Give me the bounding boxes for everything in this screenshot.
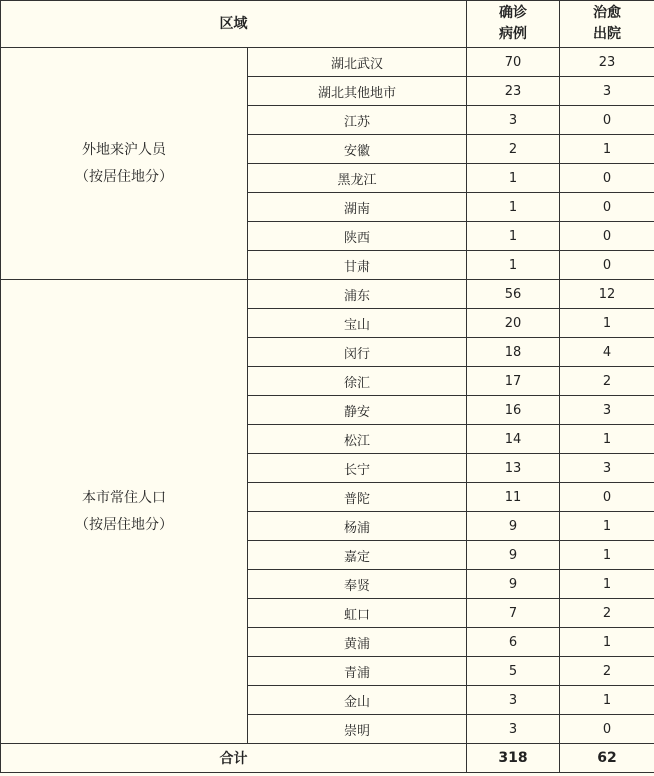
group-label-line1: 外地来沪人员: [82, 141, 166, 158]
confirmed-cell: 1: [467, 164, 560, 193]
discharged-cell: 1: [560, 425, 654, 454]
discharged-cell: 2: [560, 599, 654, 628]
region-cell: 崇明: [248, 715, 467, 744]
confirmed-cell: 23: [467, 77, 560, 106]
confirmed-cell: 13: [467, 454, 560, 483]
confirmed-cell: 9: [467, 512, 560, 541]
discharged-header: [560, 1, 654, 48]
discharged-cell: 1: [560, 541, 654, 570]
total-discharged: 62: [560, 744, 654, 773]
total-label: 合计: [1, 744, 467, 773]
case-table-body: [1, 1, 654, 773]
region-cell: 青浦: [248, 657, 467, 686]
region-cell: 浦东: [248, 280, 467, 309]
region-cell: 静安: [248, 396, 467, 425]
region-cell: 黑龙江: [248, 164, 467, 193]
region-cell: 奉贤: [248, 570, 467, 599]
confirmed-cell: 5: [467, 657, 560, 686]
discharged-header-line2: 出院: [593, 26, 621, 42]
confirmed-cell: 9: [467, 570, 560, 599]
region-cell: 湖南: [248, 193, 467, 222]
discharged-cell: 1: [560, 686, 654, 715]
region-cell: 普陀: [248, 483, 467, 512]
confirmed-cell: 3: [467, 715, 560, 744]
discharged-cell: 3: [560, 77, 654, 106]
discharged-cell: 1: [560, 628, 654, 657]
discharged-cell: 0: [560, 164, 654, 193]
confirmed-cell: 16: [467, 396, 560, 425]
discharged-cell: 23: [560, 48, 654, 77]
region-cell: 长宁: [248, 454, 467, 483]
confirmed-cell: 70: [467, 48, 560, 77]
confirmed-cell: 2: [467, 135, 560, 164]
discharged-cell: 1: [560, 309, 654, 338]
group-label: [1, 280, 248, 744]
region-cell: 嘉定: [248, 541, 467, 570]
region-cell: 湖北武汉: [248, 48, 467, 77]
region-cell: 湖北其他地市: [248, 77, 467, 106]
region-cell: 黄浦: [248, 628, 467, 657]
confirmed-cell: 9: [467, 541, 560, 570]
region-header: 区域: [1, 1, 467, 48]
confirmed-cell: 14: [467, 425, 560, 454]
group-label-line2: （按居住地分）: [75, 168, 173, 185]
discharged-cell: 0: [560, 222, 654, 251]
discharged-cell: 2: [560, 367, 654, 396]
confirmed-cell: 3: [467, 106, 560, 135]
confirmed-cell: 7: [467, 599, 560, 628]
discharged-header-line1: 治愈: [593, 5, 621, 21]
group-label-line2: （按居住地分）: [75, 516, 173, 533]
discharged-cell: 3: [560, 396, 654, 425]
discharged-cell: 0: [560, 251, 654, 280]
region-cell: 金山: [248, 686, 467, 715]
region-cell: 安徽: [248, 135, 467, 164]
confirmed-cell: 1: [467, 193, 560, 222]
confirmed-cell: 11: [467, 483, 560, 512]
region-cell: 虹口: [248, 599, 467, 628]
discharged-cell: 2: [560, 657, 654, 686]
table-row: [1, 280, 654, 309]
discharged-cell: 4: [560, 338, 654, 367]
region-cell: 宝山: [248, 309, 467, 338]
group-label: [1, 48, 248, 280]
discharged-cell: 0: [560, 106, 654, 135]
confirmed-header: [467, 1, 560, 48]
discharged-cell: 3: [560, 454, 654, 483]
confirmed-header-line1: 确诊: [499, 5, 527, 21]
region-cell: 徐汇: [248, 367, 467, 396]
region-cell: 陕西: [248, 222, 467, 251]
confirmed-cell: 18: [467, 338, 560, 367]
region-cell: 杨浦: [248, 512, 467, 541]
confirmed-cell: 1: [467, 251, 560, 280]
total-row: [1, 744, 654, 773]
confirmed-header-line2: 病例: [499, 26, 527, 42]
region-cell: 甘肃: [248, 251, 467, 280]
discharged-cell: 0: [560, 715, 654, 744]
discharged-cell: 1: [560, 570, 654, 599]
discharged-cell: 1: [560, 512, 654, 541]
total-confirmed: 318: [467, 744, 560, 773]
header-row: [1, 1, 654, 48]
table-row: [1, 48, 654, 77]
confirmed-cell: 56: [467, 280, 560, 309]
confirmed-cell: 17: [467, 367, 560, 396]
confirmed-cell: 20: [467, 309, 560, 338]
region-cell: 闵行: [248, 338, 467, 367]
confirmed-cell: 3: [467, 686, 560, 715]
region-cell: 松江: [248, 425, 467, 454]
confirmed-cell: 1: [467, 222, 560, 251]
group-label-line1: 本市常住人口: [82, 489, 166, 506]
discharged-cell: 1: [560, 135, 654, 164]
confirmed-cell: 6: [467, 628, 560, 657]
discharged-cell: 0: [560, 193, 654, 222]
discharged-cell: 12: [560, 280, 654, 309]
discharged-cell: 0: [560, 483, 654, 512]
region-cell: 江苏: [248, 106, 467, 135]
